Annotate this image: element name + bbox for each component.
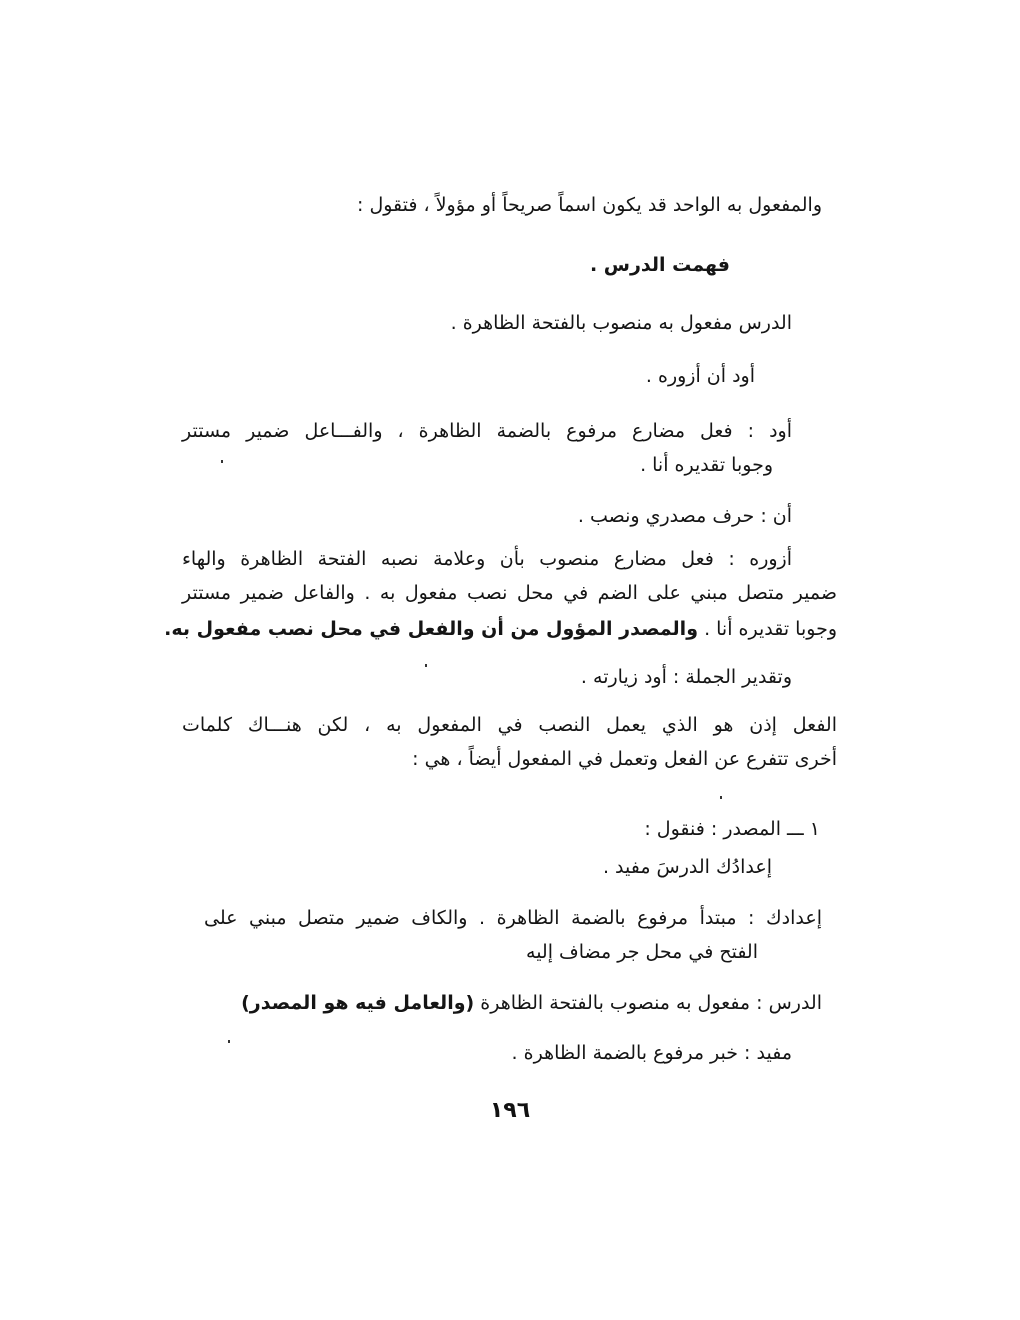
paragraph-analysis-2-line-1 — [182, 418, 792, 444]
paragraph-analysis-5-line-1 — [204, 905, 822, 931]
text-line: أود أن أزوره . — [645, 365, 755, 387]
text-line: إعدادُك الدرسَ مفيد . — [602, 856, 772, 878]
text-line: الدرس : مفعول به منصوب بالفتحة الظاهرة — [480, 992, 822, 1014]
text-line: مفيد : خبر مرفوع بالضمة الظاهرة . — [511, 1042, 792, 1064]
text-line: والمفعول به الواحد قد يكون اسماً صريحاً أو مؤولاً ، فتقول : — [357, 194, 822, 216]
paragraph-verb-note-line-1 — [182, 712, 837, 738]
paragraph-analysis-1 — [451, 310, 792, 336]
bold-text: والمصدر المؤول من أن والفعل في محل نصب مفعول به. — [164, 618, 699, 640]
scan-speck — [425, 664, 427, 667]
paragraph-analysis-7 — [512, 1040, 792, 1066]
text-line: الفعل إذن هو الذي يعمل النصب في المفعول به ، لكن هنـــاك كلمات — [182, 714, 837, 736]
text-line: وجوبا تقديره أنا . — [640, 454, 773, 476]
scan-speck — [221, 460, 223, 463]
text-line: ضمير متصل مبني على الضم في محل نصب مفعول به . والفاعل ضمير مستتر — [182, 582, 837, 604]
paragraph-analysis-5-line-2 — [526, 939, 758, 965]
text-line: إعدادك : مبتدأ مرفوع بالضمة الظاهرة . والكاف ضمير متصل مبني على — [204, 907, 822, 929]
paragraph-analysis-6 — [204, 990, 822, 1016]
text-line: أزوره : فعل مضارع منصوب بأن وعلامة نصبه الفتحة الظاهرة والهاء — [182, 548, 792, 570]
text-line: أخرى تتفرع عن الفعل وتعمل في المفعول أيضاً ، هي : — [412, 748, 837, 770]
paragraph-sentence-estimate — [581, 664, 792, 690]
example-sentence-2 — [646, 363, 755, 389]
example-sentence-1 — [590, 252, 730, 278]
example-sentence-3 — [603, 854, 772, 880]
text-line: وتقدير الجملة : أود زيارته . — [580, 666, 792, 688]
paragraph-analysis-4-line-2 — [182, 580, 837, 606]
text-line: الفتح في محل جر مضاف إليه — [526, 941, 758, 963]
text-line: الدرس مفعول به منصوب بالفتحة الظاهرة . — [450, 312, 792, 334]
paragraph-analysis-2-line-2 — [640, 452, 773, 478]
scan-speck — [228, 1040, 230, 1043]
text-line: ١ ـــ المصدر : فنقول : — [644, 818, 820, 840]
bold-text: (والعامل فيه هو المصدر) — [241, 992, 475, 1014]
paragraph-verb-note-line-2 — [182, 746, 837, 772]
scan-speck — [720, 796, 722, 799]
paragraph-analysis-3 — [578, 503, 792, 529]
page-number: ١٩٦ — [489, 1098, 531, 1123]
text-line: وجوبا تقديره أنا . — [704, 618, 837, 640]
text-line: أود : فعل مضارع مرفوع بالضمة الظاهرة ، والفـــاعل ضمير مستتر — [182, 420, 792, 442]
text-line: فهمت الدرس . — [589, 254, 730, 276]
paragraph-analysis-4-line-1 — [182, 546, 792, 572]
text-line: أن : حرف مصدري ونصب . — [577, 505, 792, 527]
paragraph-intro — [222, 192, 822, 218]
list-item-masdar — [644, 816, 820, 842]
paragraph-analysis-4-line-3 — [164, 616, 837, 642]
